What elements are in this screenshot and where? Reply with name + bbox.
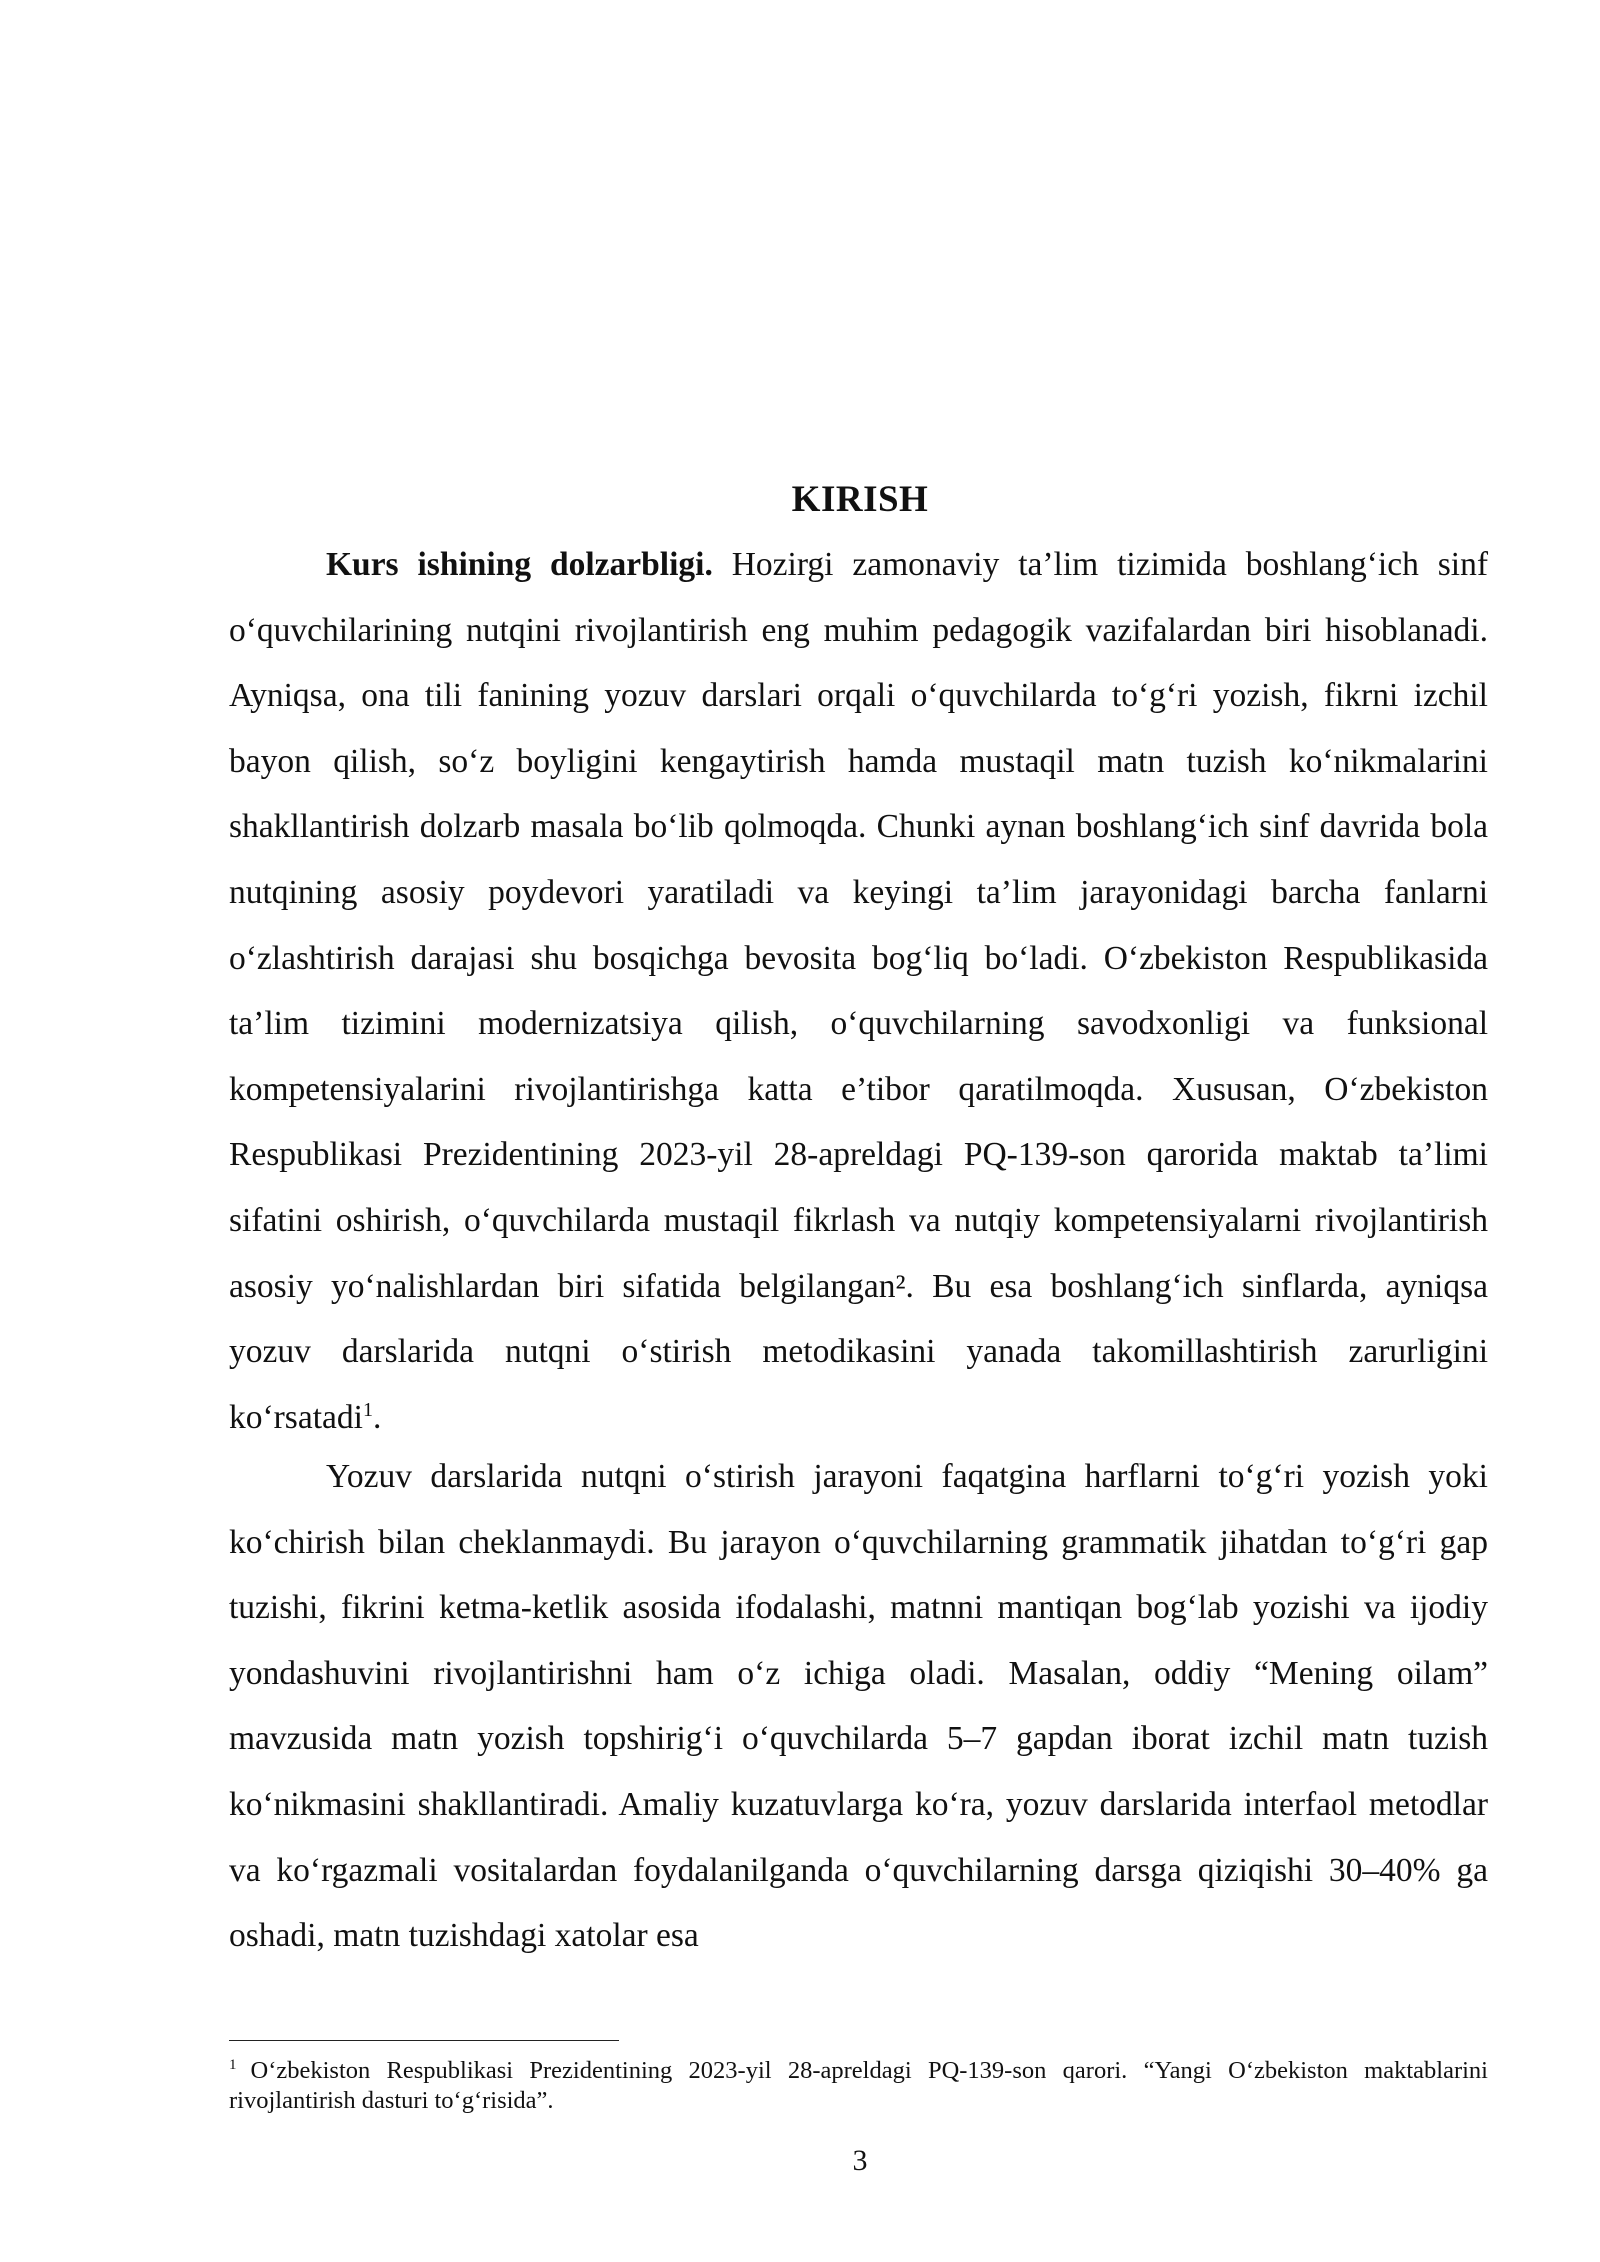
- paragraph-1-text: Hozirgi zamonaviy ta’lim tizimida boshlang‘ich sinf o‘quvchilarining nutqini rivojlantirish eng muhim pedagogik vazifalardan biri hisoblanadi. Ayniqsa, ona tili fanining yozuv darslari orqali o‘quvchilarda to‘g‘ri yozish, fikrni izchil bayon qilish, so‘z boyligini kengaytirish hamda mustaqil matn tuzish ko‘nikmalarini shakllantirish dolzarb masala bo‘lib qolmoqda. Chunki aynan boshlang‘ich sinf davrida bola nutqining asosiy poydevori yaratiladi va keyingi ta’lim jarayonidagi barcha fanlarni o‘zlashtirish darajasi shu bosqichga bevosita bog‘liq bo‘ladi. O‘zbekiston Respublikasida ta’lim tizimini modernizatsiya qilish, o‘quvchilarning savodxonligi va funksional kompetensiyalarini rivojlantirishga katta e’tibor qaratilmoqda. Xususan, O‘zbekiston Respublikasi Prezidentining 2023-yil 28-apreldagi PQ-139-son qarorida maktab ta’limi sifatini oshirish, o‘quvchilarda mustaqil fikrlash va nutqiy kompetensiyalarni rivojlantirish asosiy yo‘nalishlardan biri sifatida belgilangan². Bu esa boshlang‘ich sinflarda, ayniqsa yozuv darslarida nutqni o‘stirish metodikasini yanada takomillashtirish zarurligini ko‘rsatadi: [229, 546, 1488, 1436]
- footnote-text: O‘zbekiston Respublikasi Prezidentining 2023-yil 28-apreldagi PQ-139-son qarori. “Yangi O‘zbekiston maktablarini rivojlantirish dasturi to‘g‘risida”.: [229, 2057, 1488, 2114]
- section-heading: KIRISH: [791, 479, 929, 520]
- footnote-number: 1: [229, 2056, 237, 2073]
- footnote: [229, 2056, 1488, 2116]
- footnote-separator: [229, 2040, 619, 2041]
- paragraph-1-end: .: [372, 1398, 382, 1436]
- page-number: 3: [852, 2144, 868, 2177]
- paragraph-1: [229, 532, 1488, 1450]
- paragraph-relevance: [229, 532, 1488, 1450]
- paragraph-2: Yozuv darslarida nutqni o‘stirish jarayoni faqatgina harflarni to‘g‘ri yozish yoki ko‘chirish bilan cheklanmaydi. Bu jarayon o‘quvchilarning grammatik jihatdan to‘g‘ri gap tuzishi, fikrini ketma-ketlik asosida ifodalashi, matnni mantiqan bog‘lab yozishi va ijodiy yondashuvini rivojlantirishni ham o‘z ichiga oladi. Masalan, oddiy “Mening oilam” mavzusida matn yozish topshirig‘i o‘quvchilarda 5–7 gapdan iborat izchil matn tuzish ko‘nikmasini shakllantiradi. Amaliy kuzatuvlarga ko‘ra, yozuv darslarida interfaol metodlar va ko‘rgazmali vositalardan foydalanilganda o‘quvchilarning darsga qiziqishi 30–40% ga oshadi, matn tuzishdagi xatolar esa: [229, 1458, 1488, 1955]
- paragraph-lead: Kurs ishining dolzarbligi.: [326, 546, 713, 583]
- footnote-reference[interactable]: 1: [362, 1398, 373, 1421]
- paragraph-writing-lessons: [229, 1444, 1488, 1969]
